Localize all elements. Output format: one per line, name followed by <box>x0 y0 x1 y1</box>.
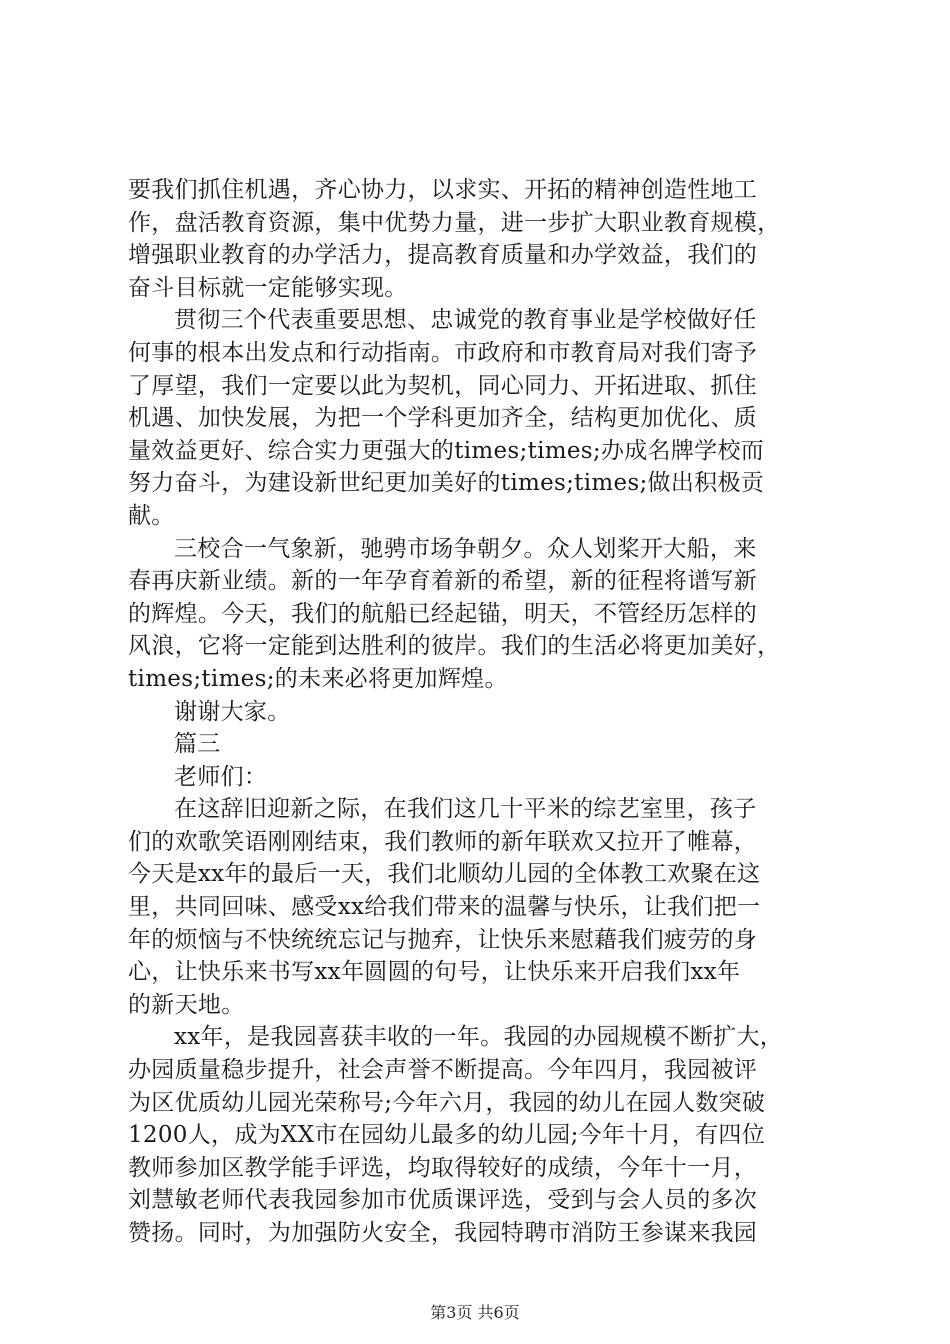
page-footer: 第3页 共6页 <box>430 1303 520 1322</box>
text-line: 了厚望，我们一定要以此为契机，同心同力、开拓进取、抓住 <box>128 372 758 399</box>
text-line: 今天是xx年的最后一天，我们北顺幼儿园的全体教工欢聚在这 <box>128 861 761 888</box>
text-line: 贯彻三个代表重要思想、忠诚党的教育事业是学校做好任 <box>174 307 757 334</box>
text-line: 努力奋斗，为建设新世纪更加美好的times;times;做出积极贡 <box>128 470 765 497</box>
text-line: 要我们抓住机遇，齐心协力，以求实、开拓的精神创造性地工 <box>128 177 758 203</box>
text-line: 作，盘活教育资源，集中优势力量，进一步扩大职业教育规模， <box>128 209 781 236</box>
text-line: 献。 <box>128 502 175 529</box>
text-line: 老师们： <box>174 763 268 790</box>
text-line: 年的烦恼与不快统统忘记与抛弃，让快乐来慰藉我们疲劳的身 <box>128 926 758 953</box>
text-line: 的辉煌。今天，我们的航船已经起锚，明天，不管经历怎样的 <box>128 600 758 627</box>
text-line: 量效益更好、综合实力更强大的times;times;办成名牌学校而 <box>128 437 765 464</box>
text-line: 在这辞旧迎新之际，在我们这几十平米的综艺室里，孩子 <box>174 796 757 823</box>
text-line: 为区优质幼儿园光荣称号;今年六月，我园的幼儿在园人数突破 <box>128 1089 766 1116</box>
text-line: 谢谢大家。 <box>174 698 291 725</box>
text-line: 心，让快乐来书写xx年圆圆的句号，让快乐来开启我们xx年 <box>128 959 741 986</box>
text-line: 奋斗目标就一定能够实现。 <box>128 274 408 301</box>
text-line: 增强职业教育的办学活力，提高教育质量和办学效益，我们的 <box>128 242 758 269</box>
text-line: 教师参加区教学能手评选，均取得较好的成绩，今年十一月， <box>128 1154 758 1181</box>
text-line: 办园质量稳步提升，社会声誉不断提高。今年四月，我园被评 <box>128 1057 758 1084</box>
text-line: 篇三 <box>174 731 221 758</box>
text-line: 们的欢歌笑语刚刚结束，我们教师的新年联欢又拉开了帷幕， <box>128 828 758 855</box>
text-line: 1200人，成为XX市在园幼儿最多的幼儿园;今年十月，有四位 <box>128 1122 766 1149</box>
text-line: 刘慧敏老师代表我园参加市优质课评选，受到与会人员的多次 <box>128 1187 758 1214</box>
text-line: 春再庆新业绩。新的一年孕育着新的希望，新的征程将谱写新 <box>128 568 758 595</box>
text-line: 三校合一气象新，驰骋市场争朝夕。众人划桨开大船，来 <box>174 535 757 562</box>
text-line: xx年，是我园喜获丰收的一年。我园的办园规模不断扩大， <box>174 1024 784 1051</box>
text-line: 何事的根本出发点和行动指南。市政府和市教育局对我们寄予 <box>128 339 758 366</box>
text-line: times;times;的未来必将更加辉煌。 <box>128 665 508 692</box>
text-line: 赞扬。同时，为加强防火安全，我园特聘市消防王参谋来我园 <box>128 1220 758 1246</box>
text-line: 机遇、加快发展，为把一个学科更加齐全，结构更加优化、质 <box>128 405 758 432</box>
text-line: 的新天地。 <box>128 991 245 1018</box>
body-text <box>128 174 828 1250</box>
text-line: 风浪，它将一定能到达胜利的彼岸。我们的生活必将更加美好， <box>128 633 781 660</box>
text-line: 里，共同回味、感受xx给我们带来的温馨与快乐，让我们把一 <box>128 894 761 921</box>
